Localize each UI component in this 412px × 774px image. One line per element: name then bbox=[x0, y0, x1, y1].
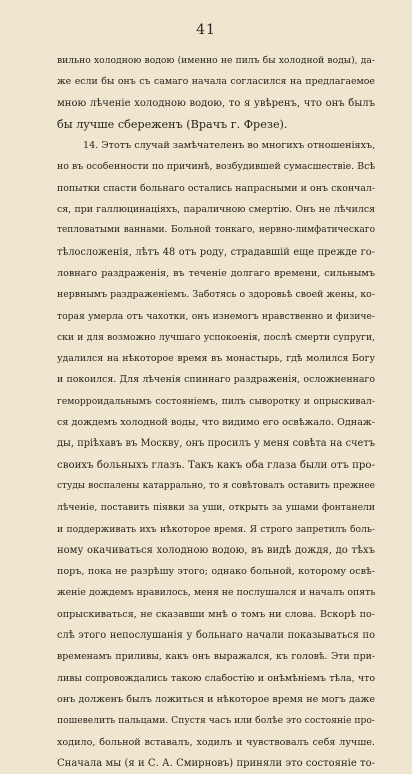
text-line: поръ, пока не разрѣшу этого; однако больной, которому освѣ- bbox=[57, 566, 375, 578]
text-line: вильно холодною водою (именно не пилъ бы холодной воды), да- bbox=[57, 55, 375, 66]
text-line: и поддерживать ихъ нѣкоторое время. Я строго запретилъ боль- bbox=[57, 523, 375, 535]
text-line: пошевелить пальцами. Спустя часъ или болѣе это состояніе про- bbox=[57, 715, 375, 727]
text-line: торая умерла отъ чахотки, онъ изнемогъ нравственно и физиче- bbox=[57, 310, 375, 322]
text-line: временамъ приливы, какъ онъ выражался, къ головѣ. Эти при- bbox=[57, 651, 375, 663]
text-line: ловнаго раздраженія, въ теченіе долгаго времени, сильнымъ bbox=[57, 267, 375, 279]
text-line: ливы сопровождались такою слабостію и онѣмѣніемъ тѣла, что bbox=[57, 672, 375, 684]
text-line: своихъ больныхъ глазъ. Такъ какъ оба глаза были отъ про- bbox=[57, 459, 375, 471]
text-line: опрыскиваться, не сказавши мнѣ о томъ ни слова. Вскорѣ по- bbox=[57, 608, 375, 620]
text-line: нервнымъ раздраженіемъ. Заботясь о здоровьѣ своей жены, ко- bbox=[57, 289, 375, 301]
text-line: ды, пріѣхавъ въ Москву, онъ просилъ у меня совѣта на счетъ bbox=[57, 438, 375, 450]
page-number: 41 bbox=[196, 22, 216, 38]
text-line: ски и для возможно лучшаго успокоенія, послѣ смерти супруги, bbox=[57, 331, 375, 343]
text-line: тепловатыми ваннами. Больной тонкаго, нервно-лимфатическаго bbox=[57, 225, 375, 236]
text-line: геморроидальнымъ состояніемъ, пилъ сыворотку и опрыскивал- bbox=[57, 395, 375, 407]
text-line: попытки спасти больнаго остались напрасными и онъ скончал- bbox=[57, 182, 375, 194]
text-line: тѣлосложенія, лѣтъ 48 отъ роду, страдавшій еще прежде го- bbox=[57, 246, 375, 258]
text-line: Сначала мы (я и С. А. Смирновъ) приняли это состояніе то- bbox=[57, 757, 375, 769]
text-line: удалился на нѣкоторое время въ монастырь, гдѣ молился Богу bbox=[57, 353, 375, 365]
text-line: онъ долженъ былъ ложиться и нѣкоторое время не могъ даже bbox=[57, 693, 375, 705]
text-line: и покоился. Для лѣченія спиннаго раздраженія, осложненнаго bbox=[57, 374, 375, 386]
text-line: лѣченіе, поставить піявки за уши, открыть за ушами фонтанели bbox=[57, 502, 375, 514]
text-line: слѣ этого непослушанія у больнаго начали показываться по bbox=[57, 630, 375, 642]
text-line: бы лучше сбереженъ (Врачъ г. Фрезе). bbox=[57, 117, 288, 131]
text-line: женіе дождемъ нравилось, меня не послушался и началъ опять bbox=[57, 587, 376, 599]
text-line: ходило, больной вставалъ, ходилъ и чувствовалъ себя лучше. bbox=[57, 736, 375, 748]
text-line: ся дождемъ холодной воды, что видимо его освѣжало. Однаж- bbox=[57, 417, 375, 429]
body-text bbox=[57, 50, 375, 774]
text-line: ному окачиваться холодною водою, въ видѣ дождя, до тѣхъ bbox=[57, 544, 375, 556]
text-line: мною лѣченіе холодною водою, то я увѣренъ, что онъ былъ bbox=[57, 97, 375, 109]
text-line: студы воспалены катаррально, то я совѣтовалъ оставить прежнее bbox=[57, 480, 375, 491]
text-line: но въ особенности по причинѣ, возбудившей сумасшествіе. Всѣ bbox=[57, 161, 375, 173]
text-line: же если бы онъ съ самаго начала согласился на предлагаемое bbox=[57, 76, 375, 88]
text-line: ся, при галлюцинаціяхъ, параличною смертію. Онъ не лѣчился bbox=[57, 204, 375, 216]
text-line: 14. Этотъ случай замѣчателенъ во многихъ отношеніяхъ, bbox=[83, 140, 376, 152]
